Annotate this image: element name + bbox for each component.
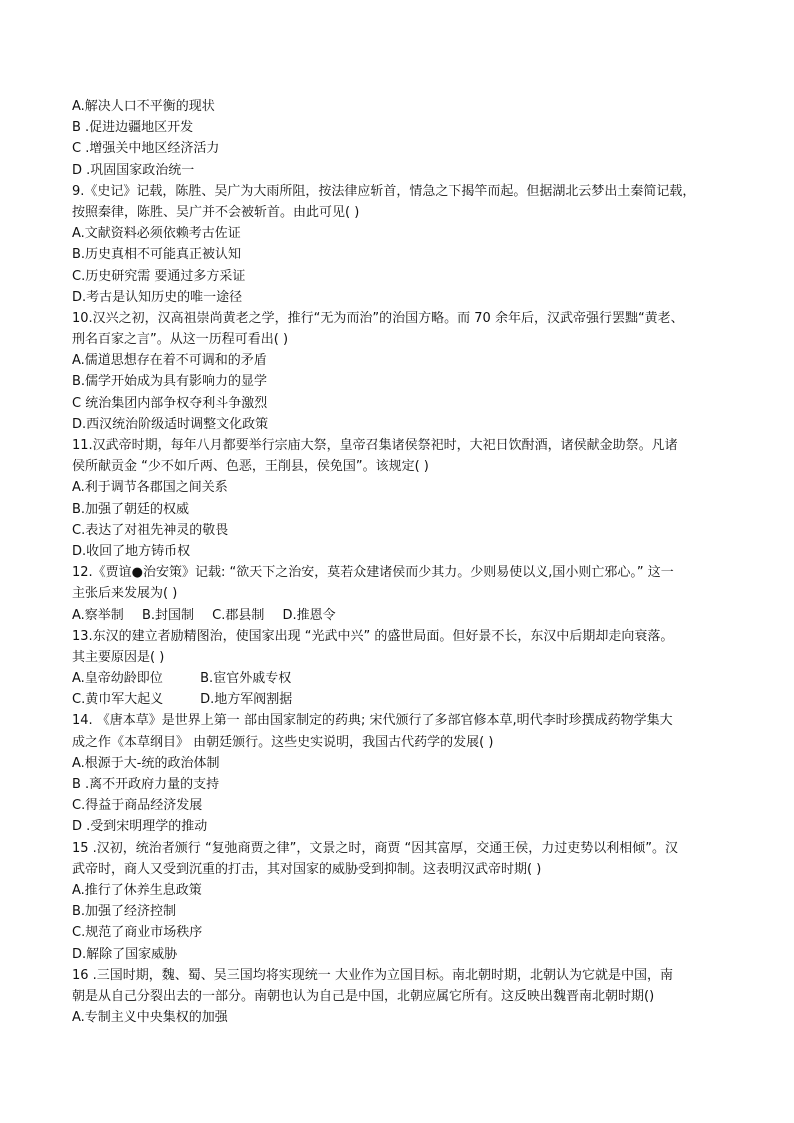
text-line: A.根源于大-统的政治体制 <box>72 755 220 771</box>
text-line: C.表达了对祖先神灵的敬畏 <box>72 522 229 538</box>
q12-option-d: D.推恩令 <box>282 607 336 623</box>
text-line: B .离不开政府力量的支持 <box>72 777 220 792</box>
text-line: C .增强关中地区经济活力 <box>72 141 220 157</box>
text-line: D.收回了地方铸币权 <box>72 543 191 559</box>
text-line: 按照秦律，陈胜、吴广并不会被斩首。由此可见( ) <box>72 204 360 220</box>
text-line: A.利于调节各郡国之间关系 <box>72 480 228 496</box>
q12-option-a: A.察举制 <box>72 607 124 623</box>
text-line: 其主要原因是( ) <box>72 649 165 665</box>
q12-option-c: C.郡县制 <box>212 607 265 623</box>
question-block-2 <box>72 626 734 668</box>
q13-options-row-1 <box>72 668 734 689</box>
q13-option-a: A.皇帝幼龄即位 <box>72 671 163 687</box>
q12-option-b: B.封国制 <box>141 607 195 623</box>
text-line: C.历史研究需 要通过多方采证 <box>72 268 246 284</box>
text-line: 成之作《本草纲目》 由朝廷颁行。这些史实说明，我国古代药学的发展( ) <box>72 734 494 750</box>
q13-option-d: D.地方军阀割据 <box>200 692 293 708</box>
text-line: 11.汉武帝时期，每年八月都要举行宗庙大祭，皇帝召集诸侯祭祀时，大祀日饮酎酒，诸侯献金助祭。凡诸 <box>72 438 678 453</box>
text-line: 10.汉兴之初，汉高祖崇尚黄老之学，推行“无为而治”的治国方略。而 70 余年后，汉武帝强行罢黜“黄老、 <box>72 310 684 326</box>
text-line: 12.《贾谊●治安策》记载: “欲天下之治安，莫若众建诸侯而少其力。少则易使以义,国小则亡邪心。” 这一 <box>72 565 674 581</box>
text-line: B.历史真相不可能真正被认知 <box>72 247 242 263</box>
q12-options-row <box>72 605 734 626</box>
text-line: A.解决人口不平衡的现状 <box>72 99 215 114</box>
text-line: A.文献资料必须依赖考古佐证 <box>72 226 241 242</box>
text-line: C 统治集团内部争权夺利斗争激烈 <box>72 395 268 411</box>
text-line: B.儒学开始成为具有影响力的显学 <box>72 374 268 390</box>
question-block-3 <box>72 710 734 1028</box>
text-line: B.加强了朝廷的权威 <box>72 501 190 517</box>
q13-option-c: C.黄巾军大起义 <box>72 692 164 708</box>
text-line: D.解除了国家威胁 <box>72 946 178 962</box>
text-line: 14. 《唐本草》是世界上第一 部由国家制定的药典; 宋代颁行了多部官修本草,明代李时珍撰成药物学集大 <box>72 713 673 729</box>
q13-option-b: B.宦官外戚专权 <box>200 671 292 687</box>
text-line: 朝是从自己分裂出去的一部分。南朝也认为自己是中国，北朝应属它所有。这反映出魏晋南北朝时期() <box>72 988 655 1004</box>
text-line: D.考古是认知历史的唯一途径 <box>72 289 243 305</box>
text-line: D .受到宋明理学的推动 <box>72 819 208 835</box>
text-line: 9.《史记》记载，陈胜、吴广为大雨所阻，按法律应斩首，情急之下揭竿而起。但据湖北云梦出土秦简记载， <box>72 183 696 199</box>
text-line: D .巩固国家政治统一 <box>72 162 195 178</box>
q13-options-row-2 <box>72 689 734 710</box>
text-line: 15 .汉初，统治者颁行 “复弛商贾之律”，文景之时，商贾 “因其富厚，交通王侯，力过吏势以利相倾”。汉 <box>72 840 679 856</box>
text-line: 侯所献贡金 “少不如斤两、色恶，王削县，侯免国”。该规定( ) <box>72 459 429 475</box>
text-line: 武帝时，商人又受到沉重的打击，其对国家的威胁受到抑制。这表明汉武帝时期( ) <box>72 861 542 877</box>
text-line: 13.东汉的建立者励精图治，使国家出现 “光武中兴” 的盛世局面。但好景不长，东汉中后期却走向衰落。 <box>72 628 674 644</box>
text-line: D.西汉统治阶级适时调整文化政策 <box>72 416 269 432</box>
text-line: C.规范了商业市场秩序 <box>72 925 203 941</box>
text-line: B.加强了经济控制 <box>72 904 177 920</box>
text-line: C.得益于商品经济发展 <box>72 798 203 814</box>
text-line: A.推行了休养生息政策 <box>72 882 202 898</box>
question-block-1 <box>72 96 734 605</box>
text-line: 16 .三国时期，魏、蜀、吴三国均将实现统一 大业作为立国目标。南北朝时期，北朝认为它就是中国，南 <box>72 967 673 983</box>
text-line: B .促进边疆地区开发 <box>72 120 194 136</box>
text-line: 刑名百家之言”。从这一历程可看出( ) <box>72 332 289 348</box>
text-line: A.儒道思想存在着不可调和的矛盾 <box>72 353 267 369</box>
text-line: 主张后来发展为( ) <box>72 586 178 602</box>
text-line: A.专制主义中央集权的加强 <box>72 1010 228 1026</box>
